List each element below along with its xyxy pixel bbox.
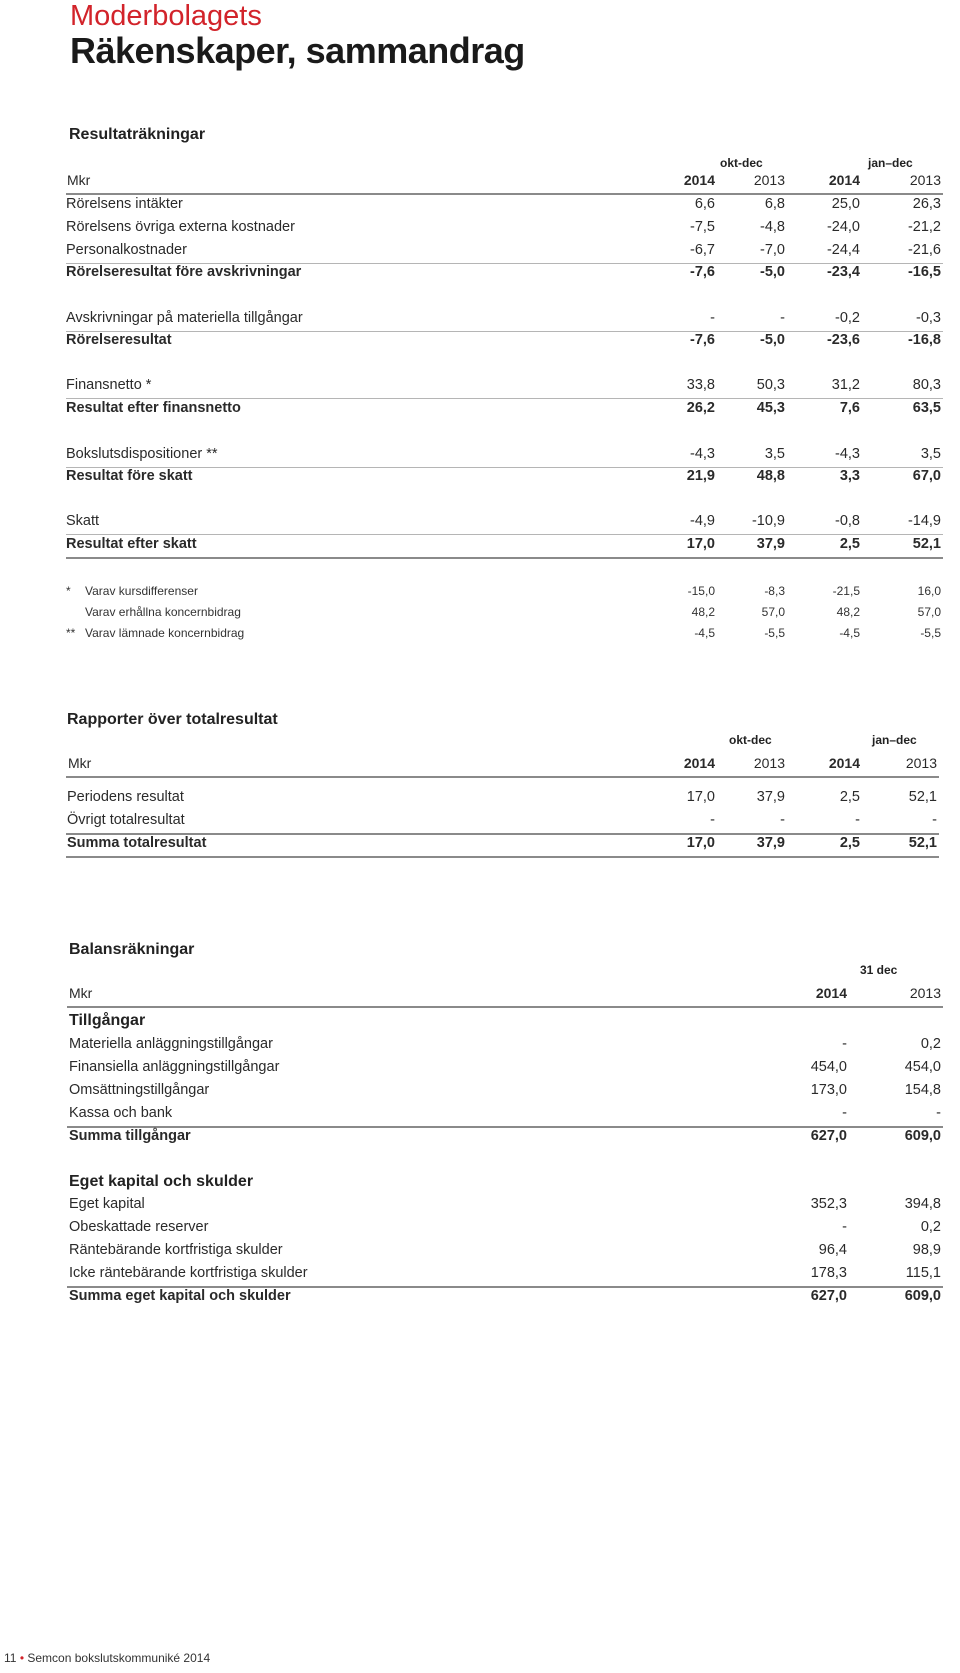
comprehensive-label: Övrigt totalresultat: [67, 812, 185, 828]
comprehensive-value: 2,5: [839, 789, 860, 805]
balance-header-row: [0, 985, 960, 1005]
income-note-row: [0, 605, 960, 623]
equity-value: 98,9: [912, 1242, 941, 1258]
note-label: Varav kursdifferenser: [85, 584, 198, 598]
income-label: Resultat före skatt: [66, 468, 193, 484]
note-value: 57,0: [917, 605, 941, 619]
note-value: -8,3: [764, 584, 785, 598]
income-value: -7,6: [690, 332, 715, 348]
comprehensive-unit: Mkr: [68, 755, 92, 771]
comprehensive-value: -: [932, 812, 937, 828]
income-year-1: 2014: [683, 172, 715, 188]
income-value: -14,9: [907, 513, 941, 529]
assets-label: Finansiella anläggningstillgångar: [69, 1059, 280, 1075]
income-row: [0, 242, 960, 262]
note-value: -5,5: [764, 626, 785, 640]
note-value: -15,0: [687, 584, 715, 598]
footer-bullet: •: [19, 1651, 25, 1665]
income-row: [0, 264, 960, 284]
income-value: 67,0: [912, 468, 941, 484]
equity-heading: Eget kapital och skulder: [69, 1173, 254, 1190]
income-value: 3,3: [839, 468, 860, 484]
equity-label: Obeskattade reserver: [69, 1219, 209, 1235]
income-year-3: 2014: [828, 172, 860, 188]
note-mark: **: [66, 626, 76, 640]
comprehensive-rule: [66, 856, 939, 858]
income-value: -0,8: [835, 513, 860, 529]
comprehensive-value: 37,9: [756, 835, 785, 851]
income-value: 26,3: [912, 196, 941, 212]
equity-value: 352,3: [810, 1196, 847, 1212]
income-rule: [66, 557, 943, 559]
equity-value: 394,8: [904, 1196, 941, 1212]
income-label: Personalkostnader: [66, 242, 187, 258]
income-rule: [66, 398, 943, 399]
income-rule: [66, 534, 943, 535]
assets-row: [0, 1105, 960, 1125]
income-value: -4,3: [835, 446, 860, 462]
income-label: Avskrivningar på materiella tillgångar: [66, 310, 303, 326]
income-value: -6,7: [690, 242, 715, 258]
comprehensive-value: -: [780, 812, 785, 828]
equity-value: -: [842, 1219, 847, 1235]
assets-value: 454,0: [810, 1059, 847, 1075]
income-value: -7,0: [760, 242, 785, 258]
comprehensive-header-row: [0, 755, 960, 775]
comprehensive-value: 52,1: [908, 835, 937, 851]
title-section-label: Moderbolagets: [70, 0, 262, 32]
assets-label: Kassa och bank: [69, 1105, 173, 1121]
balance-year-2: 2013: [909, 985, 941, 1001]
income-row: [0, 219, 960, 239]
income-note-row: [0, 584, 960, 602]
note-value: -4,5: [839, 626, 860, 640]
assets-value: -: [936, 1105, 941, 1121]
comprehensive-group-jandec: jan–dec: [872, 733, 917, 747]
income-label: Rörelseresultat: [66, 332, 172, 348]
income-row: [0, 310, 960, 330]
income-group-jandec: jan–dec: [868, 156, 913, 170]
assets-value: 173,0: [810, 1082, 847, 1098]
assets-row: [0, 1082, 960, 1102]
page-number: 11: [4, 1651, 17, 1665]
assets-value: 154,8: [904, 1082, 941, 1098]
assets-value: 454,0: [904, 1059, 941, 1075]
equity-row: [0, 1242, 960, 1262]
note-value: 48,2: [836, 605, 860, 619]
income-header-rule: [66, 193, 943, 195]
note-value: 48,2: [691, 605, 715, 619]
comprehensive-row: [0, 812, 960, 832]
equity-label: Icke räntebärande kortfristiga skulder: [69, 1265, 308, 1281]
income-year-2: 2013: [753, 172, 785, 188]
equity-value: 96,4: [818, 1242, 847, 1258]
equity-value: 178,3: [810, 1265, 847, 1281]
income-value: 37,9: [756, 536, 785, 552]
equity-row: [0, 1288, 960, 1308]
income-value: 26,2: [686, 400, 715, 416]
income-note-row: [0, 626, 960, 644]
assets-value: 609,0: [904, 1128, 941, 1144]
equity-value: 609,0: [904, 1288, 941, 1304]
assets-heading: Tillgångar: [69, 1012, 146, 1029]
assets-value: -: [842, 1105, 847, 1121]
income-value: -23,4: [826, 264, 860, 280]
income-row: [0, 446, 960, 466]
income-row: [0, 332, 960, 352]
comprehensive-value: 17,0: [686, 835, 715, 851]
comprehensive-value: 52,1: [908, 789, 937, 805]
comprehensive-value: 37,9: [756, 789, 785, 805]
note-value: 16,0: [917, 584, 941, 598]
income-label: Skatt: [66, 513, 100, 529]
assets-value: 627,0: [810, 1128, 847, 1144]
income-value: -4,8: [760, 219, 785, 235]
income-value: -0,3: [916, 310, 941, 326]
equity-label: Eget kapital: [69, 1196, 145, 1212]
equity-value: 115,1: [905, 1265, 941, 1281]
comprehensive-value: -: [855, 812, 860, 828]
income-value: -16,8: [907, 332, 941, 348]
comprehensive-year-1: 2014: [683, 755, 715, 771]
income-value: 45,3: [756, 400, 785, 416]
equity-row: [0, 1196, 960, 1216]
note-label: Varav lämnade koncernbidrag: [85, 626, 245, 640]
assets-value: -: [842, 1036, 847, 1052]
income-label: Bokslutsdispositioner **: [66, 446, 218, 462]
footer-text: Semcon bokslutskommuniké 2014: [27, 1651, 211, 1665]
note-value: -21,5: [832, 584, 860, 598]
income-value: 80,3: [912, 377, 941, 393]
assets-label: Omsättningstillgångar: [69, 1082, 210, 1098]
income-value: 7,6: [839, 400, 860, 416]
income-year-4: 2013: [909, 172, 941, 188]
income-label: Resultat efter finansnetto: [66, 400, 241, 416]
income-value: -10,9: [751, 513, 785, 529]
income-unit: Mkr: [67, 172, 91, 188]
comprehensive-value: -: [710, 812, 715, 828]
assets-value: 0,2: [920, 1036, 941, 1052]
note-value: -5,5: [920, 626, 941, 640]
income-heading: Resultaträkningar: [69, 126, 206, 143]
income-value: -23,6: [826, 332, 860, 348]
income-label: Resultat efter skatt: [66, 536, 197, 552]
income-label: Rörelsens övriga externa kostnader: [66, 219, 295, 235]
income-value: -21,6: [907, 242, 941, 258]
page-footer: [4, 1651, 210, 1665]
income-value: 21,9: [686, 468, 715, 484]
income-value: 6,6: [694, 196, 715, 212]
income-value: 52,1: [912, 536, 941, 552]
note-label: Varav erhållna koncernbidrag: [85, 605, 241, 619]
equity-row: [0, 1265, 960, 1285]
income-value: 63,5: [912, 400, 941, 416]
income-group-oktdec: okt-dec: [720, 156, 763, 170]
income-value: 3,5: [764, 446, 785, 462]
income-header-row: [0, 172, 960, 192]
comprehensive-header-rule: [66, 776, 939, 778]
balance-year-1: 2014: [815, 985, 847, 1001]
comprehensive-value: 2,5: [839, 835, 860, 851]
income-value: -5,0: [760, 332, 785, 348]
balance-header-rule: [67, 1006, 943, 1008]
equity-value: 0,2: [920, 1219, 941, 1235]
assets-label: Summa tillgångar: [69, 1128, 191, 1144]
equity-row: [0, 1219, 960, 1239]
page-title: Räkenskaper, sammandrag: [70, 30, 525, 71]
comprehensive-year-4: 2013: [905, 755, 937, 771]
balance-unit: Mkr: [69, 985, 93, 1001]
comprehensive-group-oktdec: okt-dec: [729, 733, 772, 747]
income-value: 3,5: [920, 446, 941, 462]
income-label: Finansnetto *: [66, 377, 152, 393]
income-row: [0, 377, 960, 397]
income-row: [0, 513, 960, 533]
income-value: -0,2: [835, 310, 860, 326]
income-value: 17,0: [686, 536, 715, 552]
note-value: 57,0: [761, 605, 785, 619]
assets-row: [0, 1128, 960, 1148]
assets-row: [0, 1059, 960, 1079]
income-value: -21,2: [907, 219, 941, 235]
comprehensive-heading: Rapporter över totalresultat: [67, 711, 278, 728]
income-value: -24,0: [826, 219, 860, 235]
income-value: -7,5: [690, 219, 715, 235]
income-value: -5,0: [760, 264, 785, 280]
income-row: [0, 468, 960, 488]
income-value: 2,5: [839, 536, 860, 552]
income-value: 33,8: [686, 377, 715, 393]
comprehensive-label: Periodens resultat: [67, 789, 184, 805]
income-value: 31,2: [831, 377, 860, 393]
income-row: [0, 400, 960, 420]
income-label: Rörelsens intäkter: [66, 196, 183, 212]
income-value: -7,6: [690, 264, 715, 280]
income-value: -16,5: [907, 264, 941, 280]
comprehensive-label: Summa totalresultat: [67, 835, 207, 851]
income-value: 50,3: [756, 377, 785, 393]
equity-label: Räntebärande kortfristiga skulder: [69, 1242, 283, 1258]
comprehensive-year-3: 2014: [828, 755, 860, 771]
comprehensive-row: [0, 835, 960, 855]
note-value: -4,5: [694, 626, 715, 640]
income-row: [0, 536, 960, 556]
income-value: 25,0: [831, 196, 860, 212]
income-value: -: [710, 310, 715, 326]
income-value: 48,8: [756, 468, 785, 484]
comprehensive-year-2: 2013: [753, 755, 785, 771]
assets-label: Materiella anläggningstillgångar: [69, 1036, 273, 1052]
comprehensive-row: [0, 789, 960, 809]
income-label: Rörelseresultat före avskrivningar: [66, 264, 302, 280]
income-value: -: [780, 310, 785, 326]
income-value: -24,4: [826, 242, 860, 258]
note-mark: *: [66, 584, 71, 598]
income-value: -4,3: [690, 446, 715, 462]
balance-group-31dec: 31 dec: [860, 963, 898, 977]
balance-heading: Balansräkningar: [69, 941, 195, 958]
income-value: -4,9: [690, 513, 715, 529]
income-value: 6,8: [764, 196, 785, 212]
equity-value: 627,0: [810, 1288, 847, 1304]
comprehensive-value: 17,0: [686, 789, 715, 805]
equity-label: Summa eget kapital och skulder: [69, 1288, 291, 1304]
assets-row: [0, 1036, 960, 1056]
income-row: [0, 196, 960, 216]
